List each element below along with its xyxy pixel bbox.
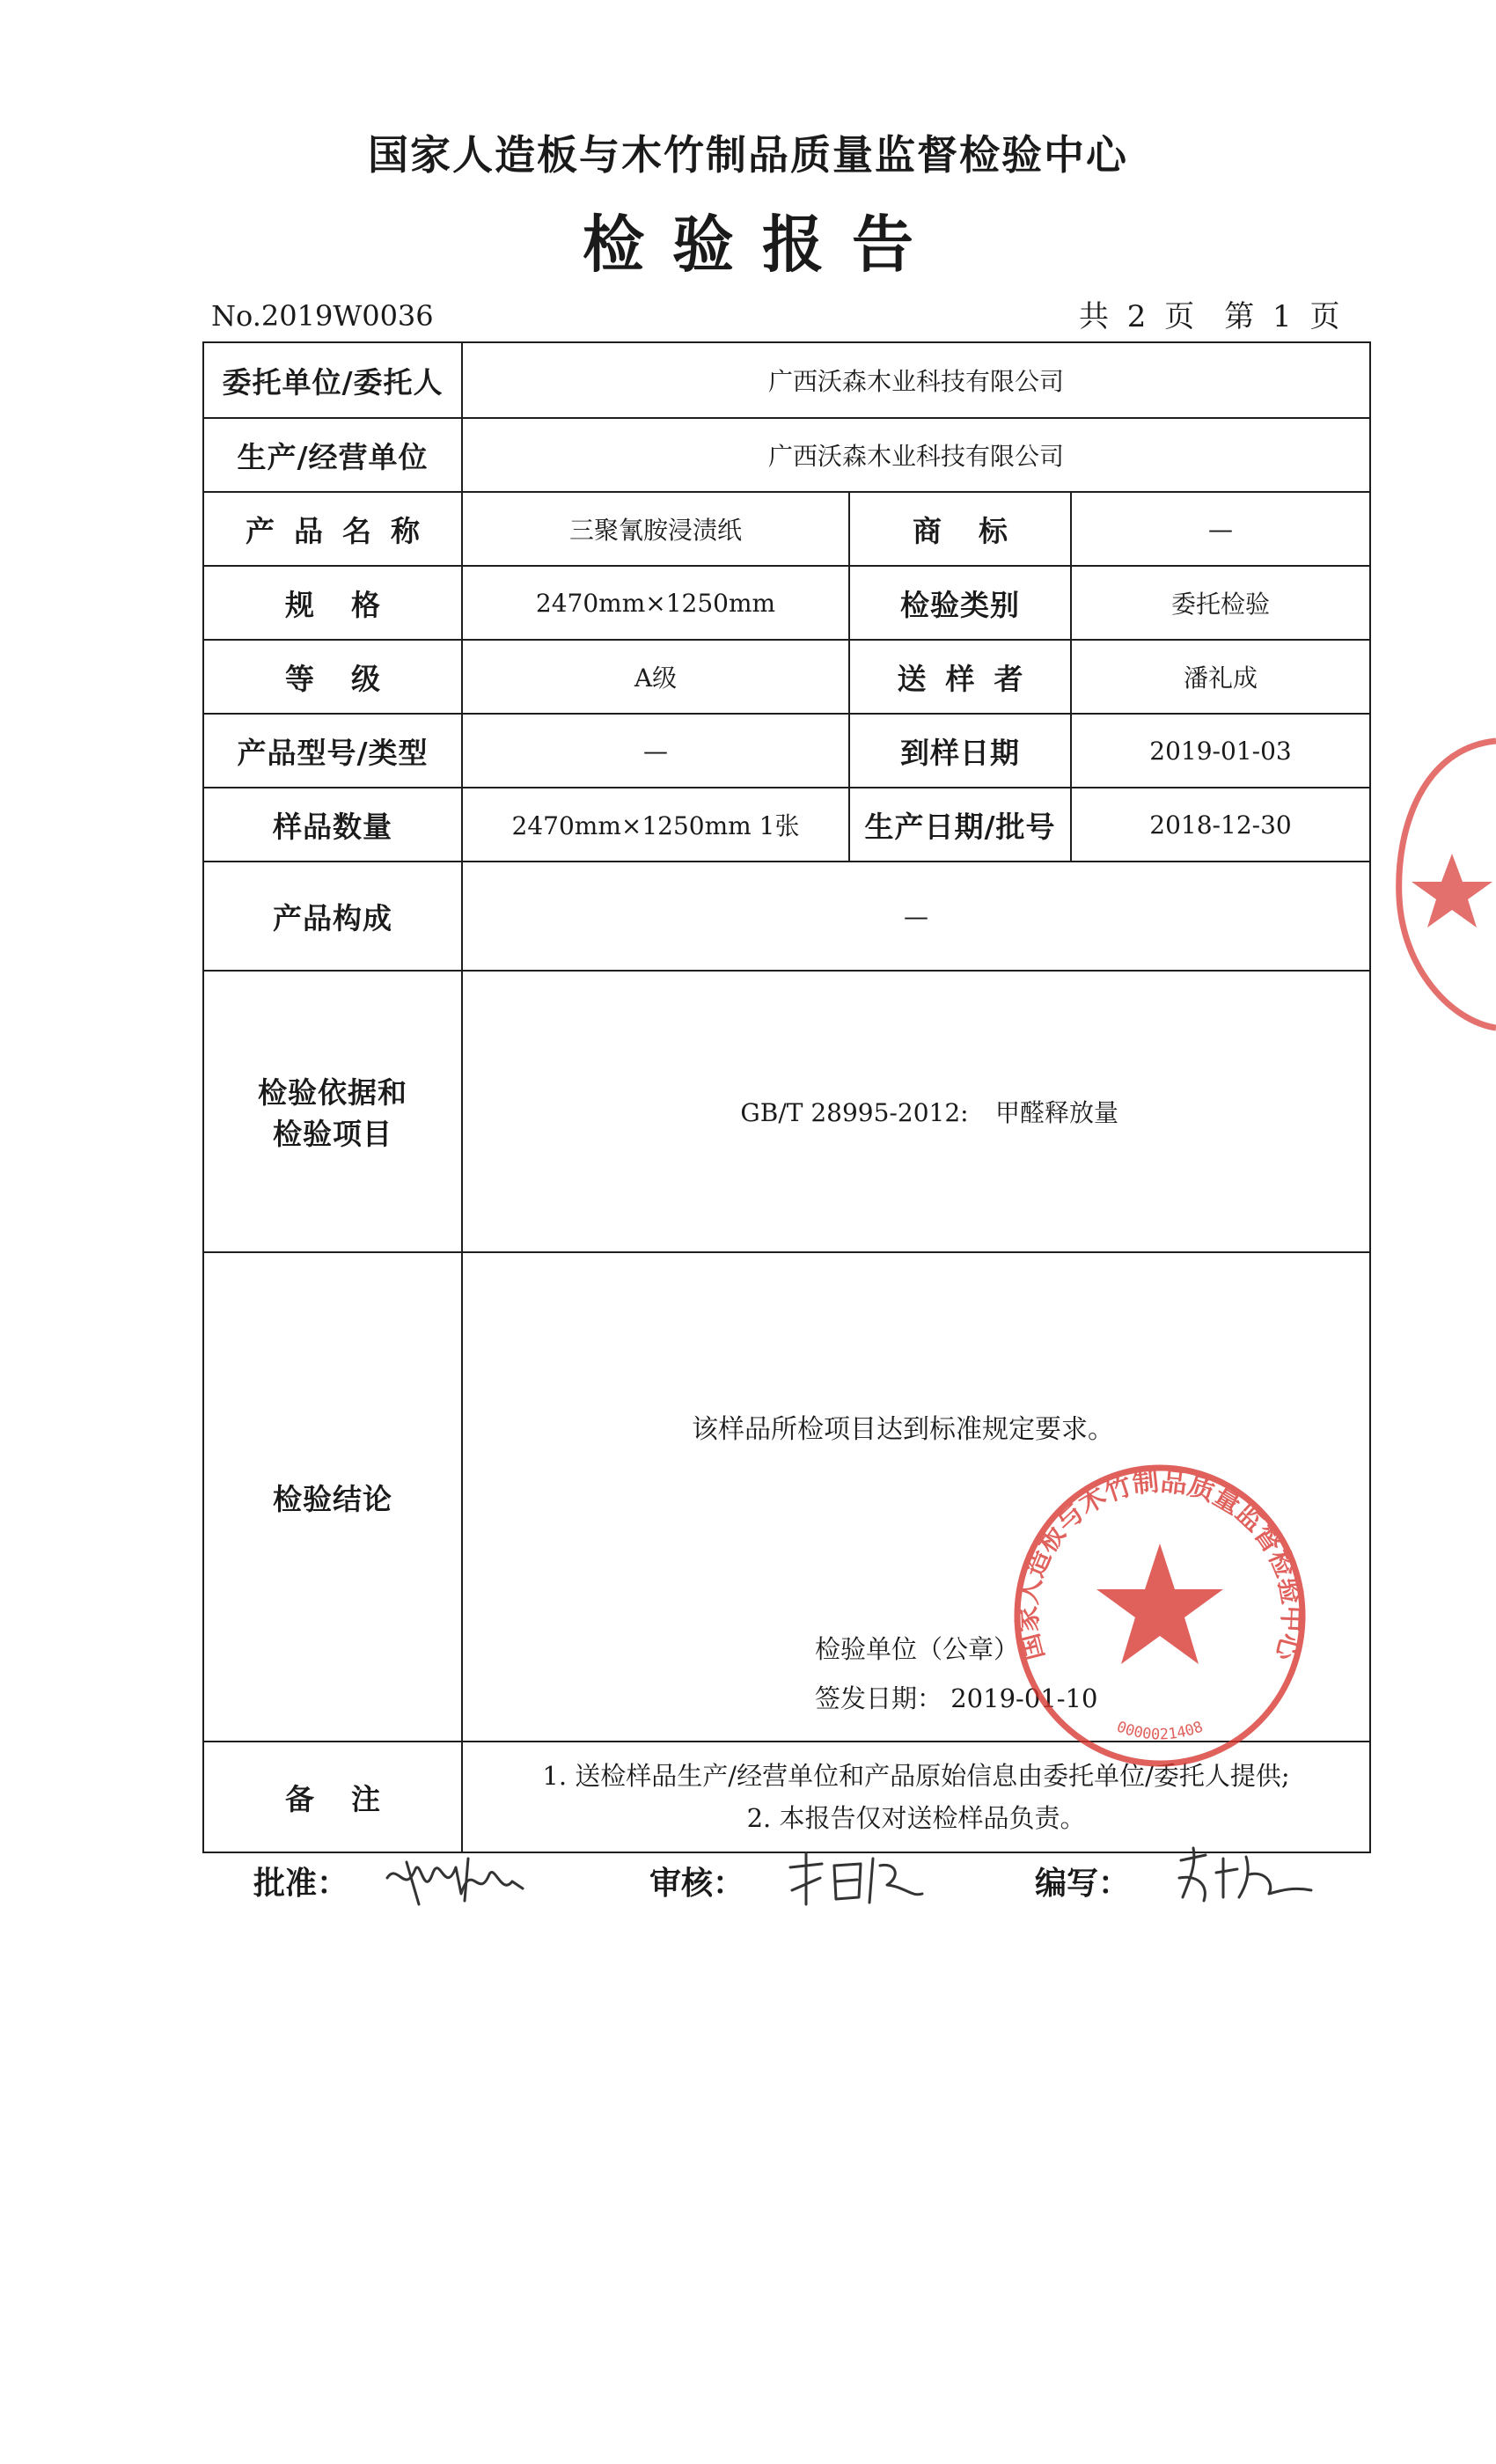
- approve-label: 批准：: [253, 1865, 349, 1902]
- arrival-date-label: 到样日期: [849, 714, 1071, 788]
- table-row: [203, 971, 1370, 1252]
- producer-value: 广西沃森木业科技有限公司: [462, 418, 1370, 492]
- conclusion-date: 签发日期： 2019-01-10: [815, 1683, 1098, 1713]
- basis-value: [462, 971, 1370, 1252]
- production-date-label: 生产日期/批号: [849, 788, 1071, 862]
- product-name-value: 三聚氰胺浸渍纸: [462, 492, 849, 566]
- model-label: 产品型号/类型: [203, 714, 462, 788]
- table-row: [203, 418, 1370, 492]
- page-total: 共 2 页: [1079, 299, 1195, 334]
- review-label: 审核：: [649, 1865, 745, 1902]
- table-row: [203, 862, 1370, 971]
- quantity-label: 样品数量: [203, 788, 462, 862]
- remark-2: 2. 本报告仅对送检样品负责。: [746, 1803, 1086, 1833]
- partial-edge-seal: [1389, 730, 1496, 1038]
- compile-label: 编写：: [1035, 1865, 1131, 1902]
- table-row: [203, 640, 1370, 714]
- basis-standard: GB/T 28995-2012:: [740, 1098, 969, 1127]
- spec-value: 2470mm×1250mm: [462, 566, 849, 640]
- inspection-type-label: 检验类别: [849, 566, 1071, 640]
- basis-label-line2: 检验项目: [273, 1117, 392, 1151]
- compile-signature: [1170, 1839, 1320, 1910]
- table-row: [203, 342, 1370, 418]
- client-label: 委托单位/委托人: [203, 342, 462, 418]
- producer-label: 生产/经营单位: [203, 418, 462, 492]
- seal-text: 国家人造板与木竹制品质量监督检验中心: [1012, 1466, 1308, 1664]
- conclusion-label: 检验结论: [203, 1252, 462, 1742]
- model-value: —: [462, 714, 849, 788]
- grade-value: A级: [462, 640, 849, 714]
- sender-value: 潘礼成: [1071, 640, 1370, 714]
- organization-title: 国家人造板与木竹制品质量监督检验中心: [368, 131, 1128, 179]
- report-title: 检验报告: [583, 208, 942, 281]
- approve-signature: [380, 1843, 530, 1913]
- spec-label: 规格: [203, 566, 462, 640]
- production-date-value: 2018-12-30: [1071, 788, 1370, 862]
- basis-label-line1: 检验依据和: [258, 1075, 407, 1110]
- page-current: 第 1 页: [1224, 299, 1340, 334]
- basis-label: [203, 971, 462, 1252]
- report-number: No.2019W0036: [211, 299, 434, 333]
- review-signature: [781, 1841, 931, 1911]
- composition-label: 产品构成: [203, 862, 462, 971]
- conclusion-text: 该样品所检项目达到标准规定要求。: [692, 1414, 1114, 1445]
- official-seal: [1001, 1457, 1318, 1774]
- trademark-value: —: [1071, 492, 1370, 566]
- basis-item: 甲醛释放量: [995, 1098, 1119, 1127]
- seal-number: 0000021408: [1114, 1718, 1206, 1744]
- trademark-label: 商标: [849, 492, 1071, 566]
- table-row: [203, 788, 1370, 862]
- quantity-value: 2470mm×1250mm 1张: [462, 788, 849, 862]
- arrival-date-value: 2019-01-03: [1071, 714, 1370, 788]
- page-indicator: [1079, 292, 1340, 335]
- conclusion-org: 检验单位（公章）: [815, 1634, 1020, 1664]
- sender-label: 送样者: [849, 640, 1071, 714]
- table-row: [203, 566, 1370, 640]
- remark-1: 1. 送检样品生产/经营单位和产品原始信息由委托单位/委托人提供;: [542, 1761, 1290, 1791]
- composition-value: —: [462, 862, 1370, 971]
- table-row: [203, 492, 1370, 566]
- table-row: [203, 714, 1370, 788]
- inspection-type-value: 委托检验: [1071, 566, 1370, 640]
- grade-label: 等级: [203, 640, 462, 714]
- product-name-label: 产品名称: [203, 492, 462, 566]
- client-value: 广西沃森木业科技有限公司: [462, 342, 1370, 418]
- remarks-label: 备注: [203, 1742, 462, 1852]
- seal-star-icon: [1096, 1544, 1223, 1664]
